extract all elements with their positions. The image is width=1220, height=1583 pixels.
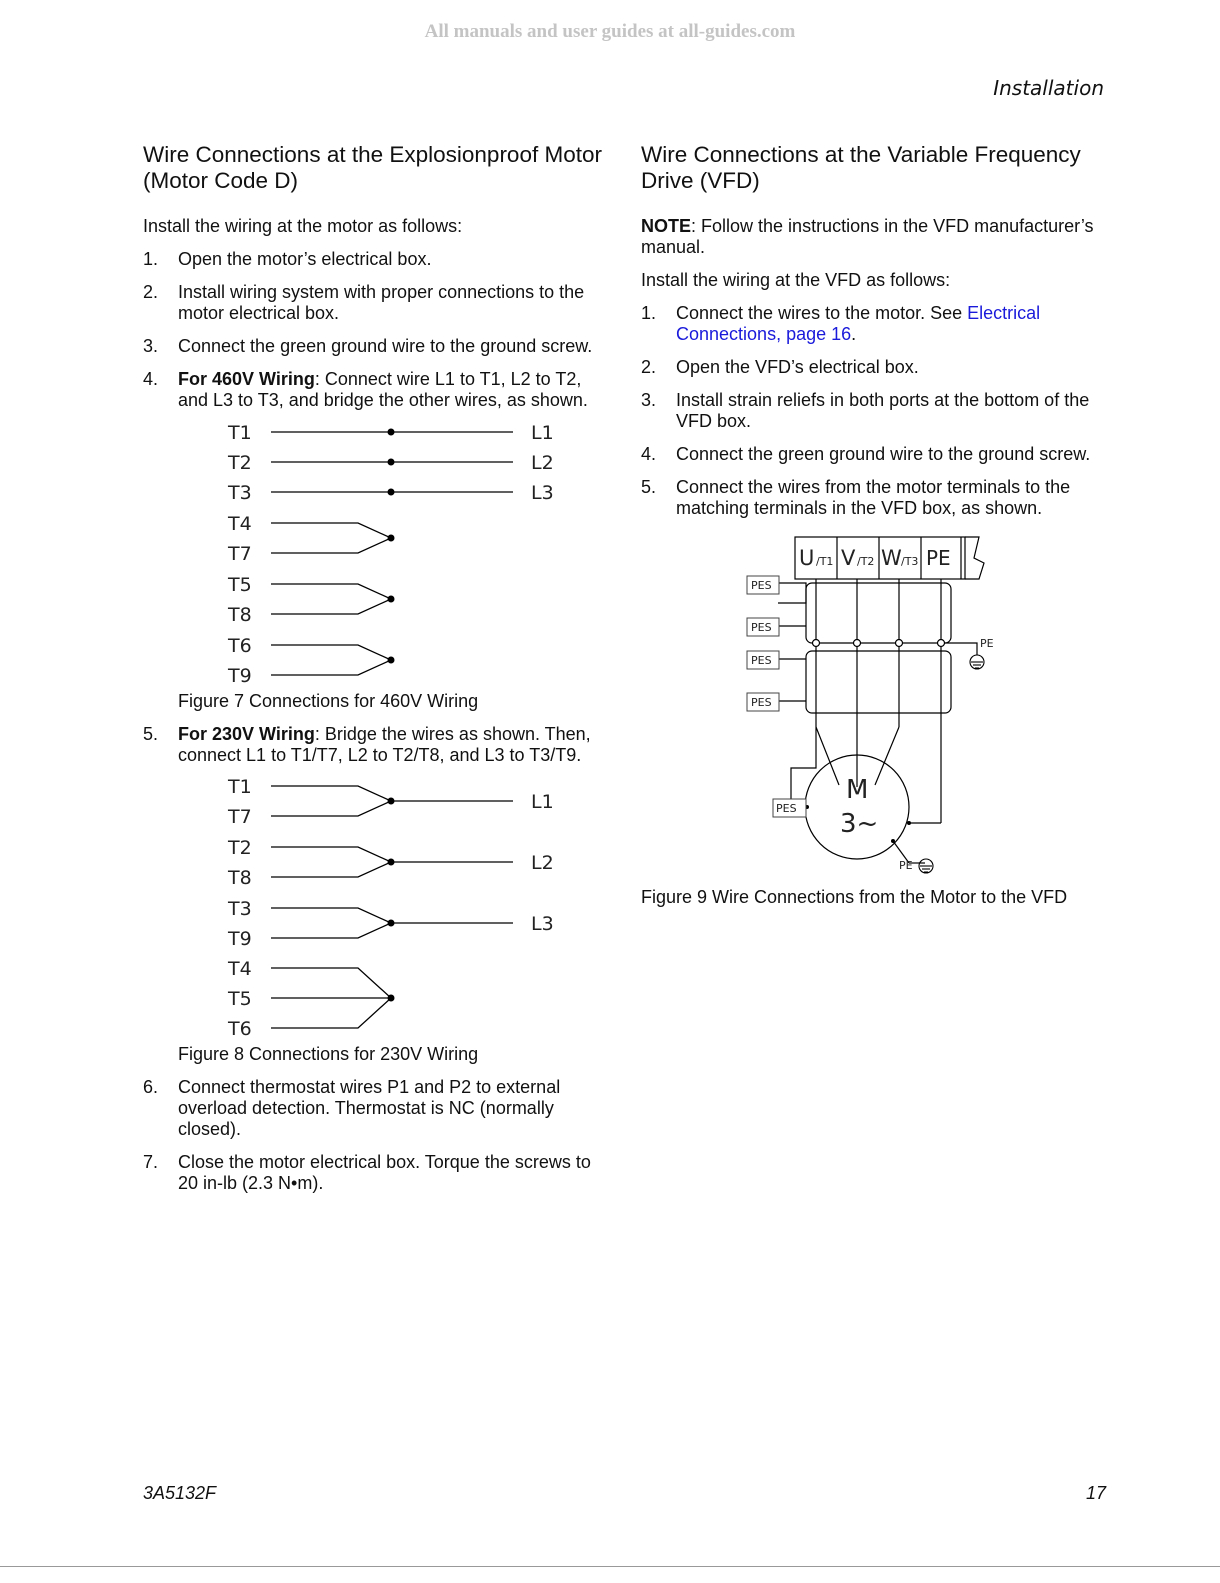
step-number: 2. (143, 282, 159, 302)
step-body: : Connect wire L1 to T1, L2 to T2, and L3 to T3, and bridge the other wires, as shown. (178, 369, 588, 410)
terminal-w: W (881, 546, 902, 570)
step-text: Connect thermostat wires P1 and P2 to external overload detection. Thermostat is NC (normally closed). (178, 1077, 561, 1139)
step-body: : Bridge the wires as shown. Then, connect L1 to T1/T7, L2 to T2/T8, and L3 to T3/T9. (178, 724, 591, 765)
terminal-label: T1 (228, 422, 252, 444)
step-item (641, 444, 1111, 465)
pes-label: PES (776, 802, 797, 815)
watermark: All manuals and user guides at all-guides.com (424, 21, 796, 42)
cross-reference-link[interactable]: Electrical Connections, page 16 (676, 303, 1041, 344)
step-item (143, 282, 608, 324)
terminal-label: T2 (228, 837, 252, 859)
step-item (641, 303, 1111, 345)
terminal-label: T6 (228, 1018, 252, 1040)
vfd-wiring-diagram (641, 523, 1111, 883)
figure-caption: Figure 7 Connections for 460V Wiring (178, 691, 479, 711)
terminal-label: T5 (228, 574, 252, 596)
figure-caption: Figure 8 Connections for 230V Wiring (178, 1044, 479, 1064)
step-number: 2. (641, 357, 657, 377)
pe-label: PE (980, 637, 994, 650)
terminal-label: T7 (228, 543, 252, 565)
pes-label: PES (751, 696, 772, 709)
terminal-label: T4 (228, 958, 252, 980)
note (641, 216, 1111, 258)
line-label: L2 (531, 452, 554, 474)
step-number: 3. (143, 336, 159, 356)
step-item (143, 724, 608, 766)
step-text: Connect the green ground wire to the ground screw. (178, 336, 593, 356)
step-text: Install wiring system with proper connections to the motor electrical box. (178, 282, 585, 323)
terminal-label: T7 (228, 806, 252, 828)
terminal-label: T3 (228, 482, 252, 504)
step-text (178, 369, 608, 411)
right-section-title: Wire Connections at the Variable Frequency Drive (VFD) (641, 142, 1081, 193)
terminal-pe: PE (926, 546, 951, 570)
terminal-label: T6 (228, 635, 252, 657)
step-item (143, 249, 608, 270)
step-body: Connect the wires to the motor. See (676, 303, 968, 323)
line-label: L2 (531, 852, 554, 874)
step-text: Close the motor electrical box. Torque the screws to 20 in-lb (2.3 N•m). (178, 1152, 591, 1193)
line-label: L3 (531, 482, 554, 504)
pes-label: PES (751, 654, 772, 667)
right-column (641, 142, 1111, 908)
terminal-label: T5 (228, 988, 252, 1010)
step-text: Open the motor’s electrical box. (178, 249, 432, 269)
terminal-u: U (799, 546, 815, 570)
right-intro: Install the wiring at the VFD as follows: (641, 270, 951, 290)
step-number: 5. (143, 724, 159, 744)
page-number: 17 (1085, 1483, 1106, 1503)
step-lead: For 460V Wiring (178, 369, 315, 389)
step-text: Connect the green ground wire to the ground screw. (676, 444, 1091, 464)
step-item (143, 1152, 608, 1194)
left-section-title: Wire Connections at the Explosionproof Motor (Motor Code D) (143, 142, 602, 193)
pes-label: PES (751, 621, 772, 634)
step-body-end: . (851, 324, 857, 344)
wiring-diagram-460v (143, 417, 608, 691)
terminal-label: T1 (228, 776, 252, 798)
step-number: 4. (641, 444, 657, 464)
terminal-label: T2 (228, 452, 252, 474)
terminal-u-sub: /T1 (816, 555, 834, 568)
ground-icon (970, 655, 984, 669)
step-text: Connect the wires from the motor terminals to the matching terminals in the VFD box, as shown. (676, 477, 1071, 518)
figure-caption: Figure 9 Wire Connections from the Motor to the VFD (641, 887, 1068, 907)
step-text: Open the VFD’s electrical box. (676, 357, 919, 377)
section-header: Installation (993, 76, 1104, 100)
terminal-label: T8 (228, 604, 252, 626)
note-label: NOTE (641, 216, 692, 236)
step-item (143, 369, 608, 411)
ground-icon (919, 859, 933, 873)
terminal-v: V (841, 546, 856, 570)
step-lead: For 230V Wiring (178, 724, 315, 744)
note-text: : Follow the instructions in the VFD manufacturer’s manual. (641, 216, 1094, 257)
step-item (143, 336, 608, 357)
step-text (178, 724, 608, 766)
step-item (143, 1077, 608, 1140)
terminal-v-sub: /T2 (857, 555, 875, 568)
motor-label: M (846, 775, 869, 805)
terminal-label: T9 (228, 665, 252, 687)
wiring-diagram-230v (143, 772, 608, 1044)
left-intro: Install the wiring at the motor as follows: (143, 216, 463, 236)
step-number: 4. (143, 369, 159, 389)
step-number: 1. (143, 249, 159, 269)
pe-label: PE (899, 859, 913, 872)
terminal-label: T8 (228, 867, 252, 889)
line-label: L1 (531, 791, 554, 813)
terminal-label: T4 (228, 513, 252, 535)
step-text: Install strain reliefs in both ports at the bottom of the VFD box. (676, 390, 1090, 431)
step-text (676, 303, 1111, 345)
terminal-label: T9 (228, 928, 252, 950)
step-number: 6. (143, 1077, 159, 1097)
step-item (641, 390, 1111, 432)
step-number: 5. (641, 477, 657, 497)
step-number: 3. (641, 390, 657, 410)
terminal-w-sub: /T3 (901, 555, 919, 568)
left-column (143, 142, 608, 1206)
pes-label: PES (751, 579, 772, 592)
step-number: 1. (641, 303, 657, 323)
document-id: 3A5132F (143, 1483, 217, 1503)
page-edge-divider (0, 1566, 1220, 1567)
step-item (641, 357, 1111, 378)
terminal-label: T3 (228, 898, 252, 920)
step-item (641, 477, 1111, 519)
step-number: 7. (143, 1152, 159, 1172)
motor-phase-label: 3~ (840, 809, 879, 839)
line-label: L3 (531, 913, 554, 935)
line-label: L1 (531, 422, 554, 444)
